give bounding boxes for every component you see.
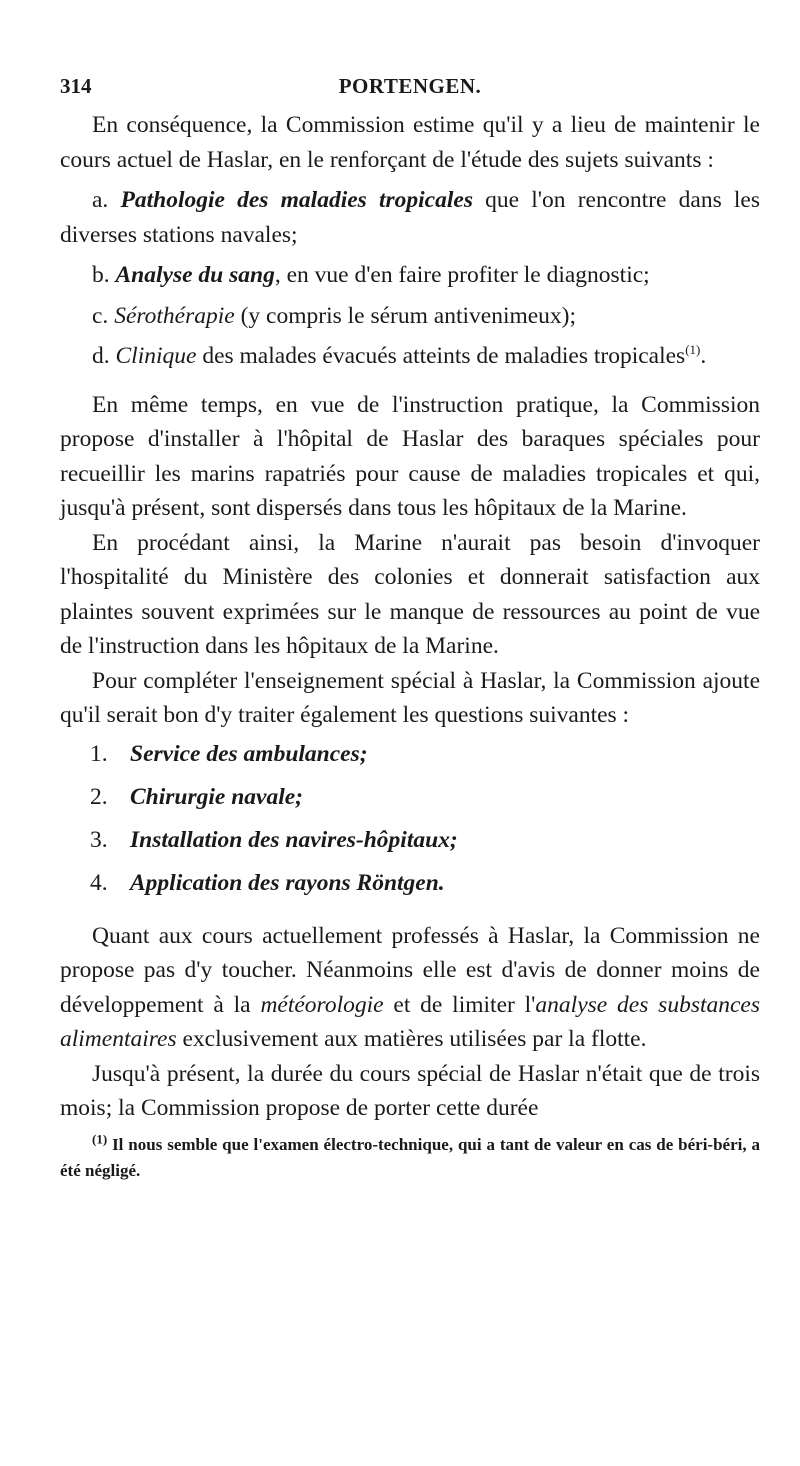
book-page: [60, 74, 760, 1201]
paragraph-3: En procédant ainsi, la Marine n'aurait pas besoin d'invoquer l'hospitalité du Ministère des colonies et donnerait satisfaction aux plaintes souvent exprimées sur le manque de ressources au point de vue de l'instruction dans les hôpitaux de la Marine.: [60, 529, 760, 659]
paragraph-2: En même temps, en vue de l'instruction pratique, la Commission propose d'installer à l'hôpital de Haslar des baraques spéciales pour recueillir les marins rapatriés pour cause de maladies tropicales et qui, jusqu'à présent, sont dispersés dans tous les hôpitaux de la Marine.: [60, 391, 760, 521]
item-text: (y compris le sérum antivenimeux);: [234, 302, 577, 329]
term-analyse: analyse des substances alimentaires: [60, 991, 761, 1052]
item-title: Pathologie des maladies tropicales: [120, 187, 473, 213]
item-text: , en vue d'en faire profiter le diagnostic;: [274, 262, 650, 288]
numbered-item-2: [90, 776, 760, 819]
running-header: [60, 74, 760, 108]
item-number: 4.: [90, 869, 108, 896]
numbered-item-3: [90, 819, 760, 862]
paragraph-4: Pour compléter l'enseignement spécial à Haslar, la Commission ajoute qu'il serait bon d'y traiter également les questions suivantes :: [60, 667, 760, 728]
paragraph-5-part-3: exclusivement aux matières utilisées par la flotte.: [176, 1026, 647, 1052]
item-text: Service des ambulances;: [130, 740, 368, 767]
footnote-marker: (1): [92, 1130, 108, 1146]
item-text: Application des rayons Röntgen.: [130, 869, 445, 896]
item-marker: a.: [92, 187, 109, 213]
item-marker: d.: [92, 343, 110, 369]
running-title: PORTENGEN.: [338, 74, 482, 98]
paragraph-5-part-2: et de limiter l': [383, 991, 536, 1018]
body-text: [60, 108, 760, 1126]
footnote-text: Il nous semble que l'examen électro-technique, qui a tant de valeur en cas de béri-béri, a été négligé.: [60, 1134, 760, 1180]
item-number: 1.: [90, 740, 108, 767]
item-marker: b.: [92, 262, 110, 288]
list-item-c: [60, 299, 760, 334]
paragraph-5: [60, 919, 760, 1057]
numbered-item-4: [90, 862, 760, 905]
paragraph-5-part-1: Quant aux cours actuellement professés à Haslar, la Commission ne propose pas d'y toucher. Néanmoins elle est d'avis de donner moins de développement à la: [60, 922, 760, 1018]
footnote-reference: (1): [685, 342, 701, 358]
numbered-item-1: [90, 733, 760, 776]
item-end: .: [700, 343, 707, 369]
item-marker: c.: [92, 302, 109, 329]
paragraph-6: Jusqu'à présent, la durée du cours spécial de Haslar n'était que de trois mois; la Commission propose de porter cette durée: [60, 1060, 760, 1121]
item-title: Sérothérapie: [114, 302, 235, 329]
footnote: [60, 1132, 760, 1184]
term-meteorologie: météorologie: [260, 991, 384, 1018]
item-title: Clinique: [115, 343, 197, 369]
item-text: que l'on rencontre dans les diverses stations navales;: [60, 187, 761, 248]
item-number: 3.: [90, 826, 108, 853]
paragraph-1: En conséquence, la Commission estime qu'il y a lieu de maintenir le cours actuel de Haslar, en le renforçant de l'étude des sujets suivants :: [60, 112, 760, 173]
item-text: Chirurgie navale;: [130, 783, 304, 810]
item-number: 2.: [90, 783, 108, 810]
numbered-list: [60, 733, 760, 905]
item-text: Installation des navires-hôpitaux;: [130, 826, 458, 853]
list-item-d: [60, 339, 760, 374]
item-title: Analyse du sang: [115, 262, 275, 288]
list-item-b: [60, 258, 760, 293]
page-number: 314: [60, 74, 92, 98]
item-text: des malades évacués atteints de maladies tropicales: [196, 343, 686, 369]
list-item-a: [60, 183, 760, 252]
